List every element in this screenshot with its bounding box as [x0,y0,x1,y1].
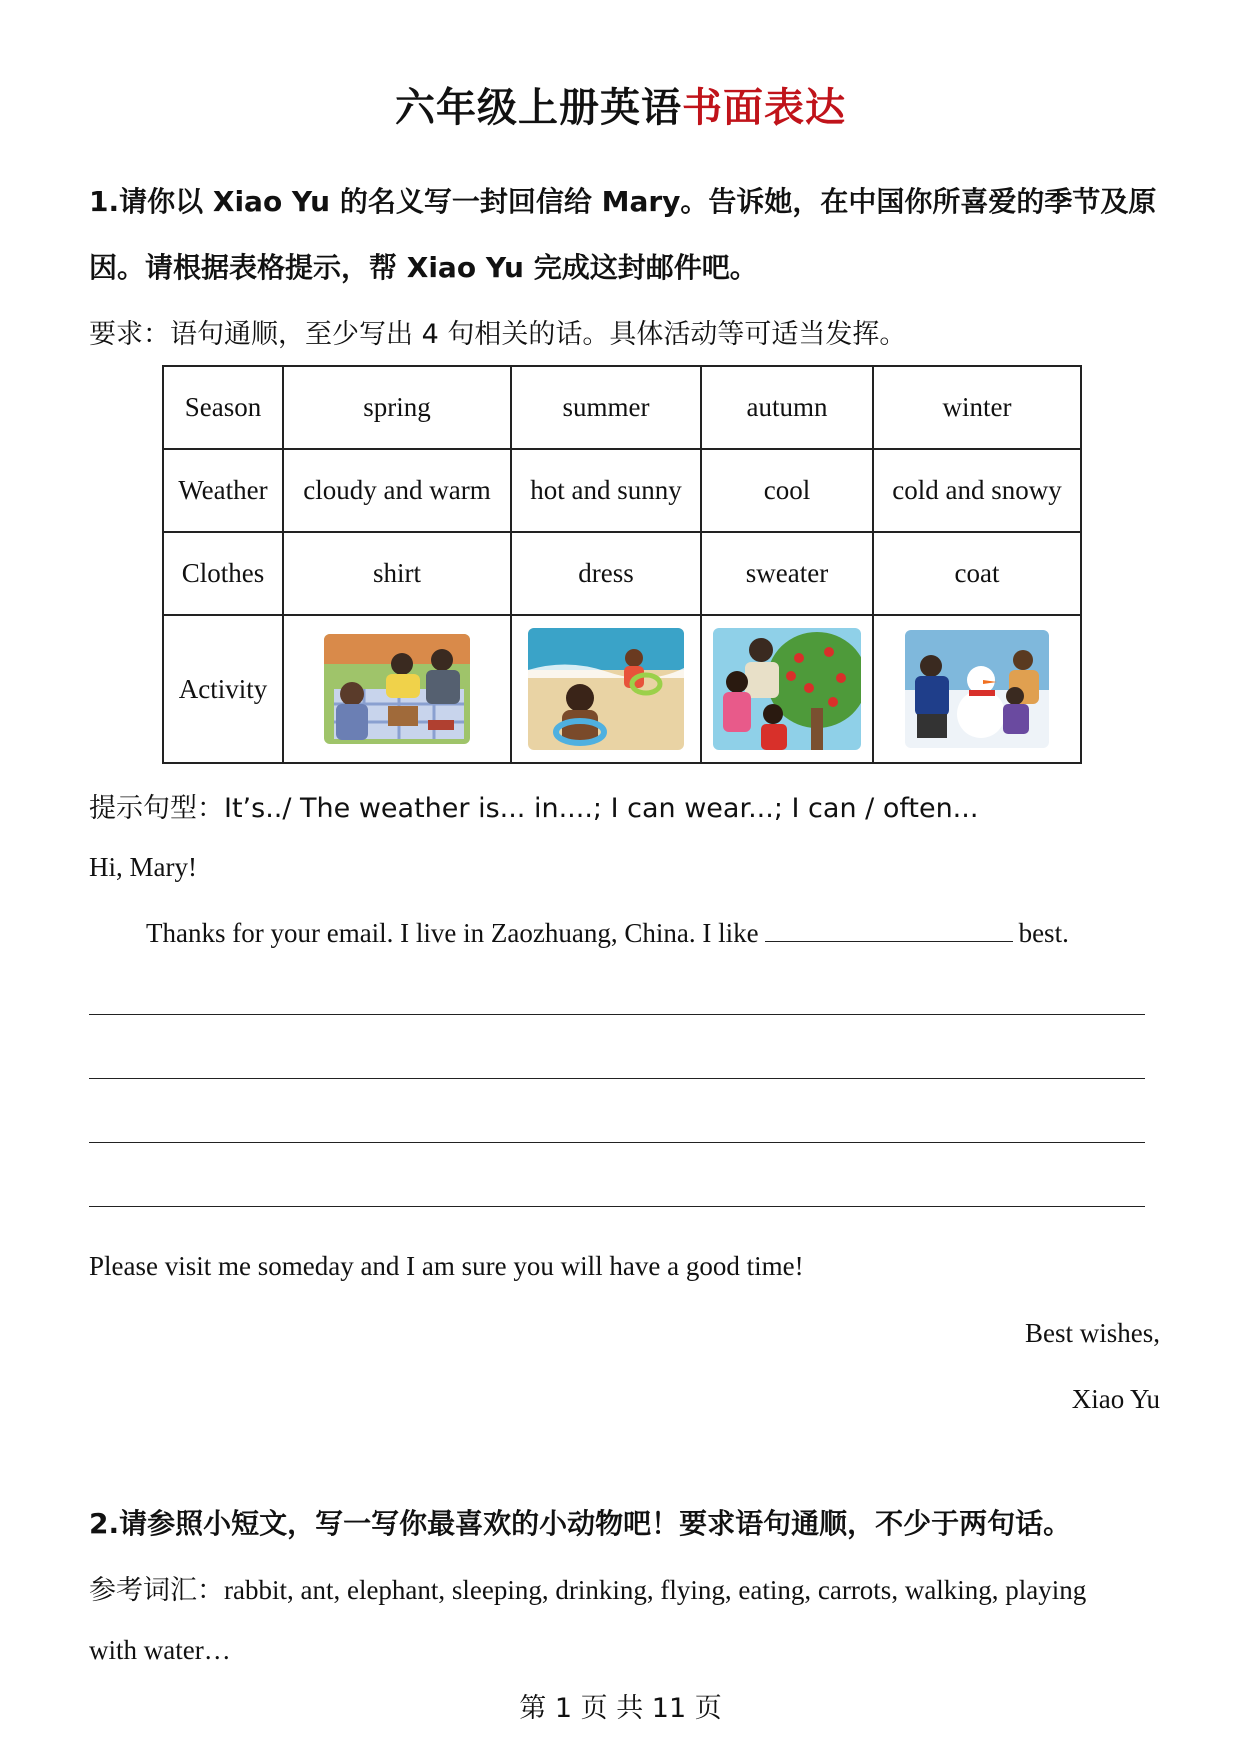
answer-line-4[interactable] [89,1206,1145,1207]
letter-first-line [146,918,1069,949]
table-cell [283,615,511,763]
table-row-weather [163,449,1081,532]
season-answer-blank[interactable] [765,919,1013,942]
page-footer: 第 1 页 共 11 页 [519,1693,722,1724]
question-1-line-2: 因。请根据表格提示，帮 Xiao Yu 完成这封邮件吧。 [89,251,758,284]
table-cell: Clothes [163,532,283,615]
question-1-requirement: 要求：语句通顺，至少写出 4 句相关的话。具体活动等可适当发挥。 [89,319,907,350]
table-cell: Activity [163,615,283,763]
table-cell: winter [873,366,1081,449]
table-cell: summer [511,366,701,449]
table-cell: dress [511,532,701,615]
vocab-label: 参考词汇： [89,1575,224,1606]
title-accent: 书面表达 [682,85,846,131]
question-2-line-1: 2.请参照小短文，写一写你最喜欢的小动物吧！要求语句通顺，不少于两句话。 [89,1507,1072,1540]
table-row-activity [163,615,1081,763]
question-2-vocab-line [89,1568,1086,1607]
page-title [0,76,1241,133]
letter-sign-off: Best wishes, [1025,1318,1160,1348]
snowman-building-picture [905,630,1049,748]
table-cell: autumn [701,366,873,449]
apple-picking-picture [713,628,861,750]
season-table [162,365,1082,764]
table-cell: cloudy and warm [283,449,511,532]
beach-playing-picture [528,628,684,750]
table-row-clothes [163,532,1081,615]
answer-line-1[interactable] [89,1014,1145,1015]
letter-first-end: best. [1018,918,1069,948]
question-2-vocab-continued: with water… [89,1635,231,1665]
table-cell: coat [873,532,1081,615]
answer-line-2[interactable] [89,1078,1145,1079]
family-picnic-picture [324,634,470,744]
hint-sentence-patterns: 提示句型：It’s../ The weather is... in....; I can wear...; I can / often... [89,793,979,824]
letter-greeting: Hi, Mary! [89,852,197,882]
table-cell [873,615,1081,763]
table-cell: Weather [163,449,283,532]
title-main: 六年级上册英语 [395,85,682,131]
letter-first-text: Thanks for your email. I live in Zaozhuang, China. I like [146,918,759,948]
table-cell [701,615,873,763]
letter-signature: Xiao Yu [1071,1384,1160,1414]
table-cell: cool [701,449,873,532]
vocab-list: rabbit, ant, elephant, sleeping, drinking, flying, eating, carrots, walking, playing [224,1575,1087,1605]
table-cell: spring [283,366,511,449]
letter-closing-line: Please visit me someday and I am sure you will have a good time! [89,1251,804,1281]
answer-line-3[interactable] [89,1142,1145,1143]
table-cell [511,615,701,763]
table-cell: cold and snowy [873,449,1081,532]
table-cell: shirt [283,532,511,615]
table-cell: Season [163,366,283,449]
table-cell: hot and sunny [511,449,701,532]
table-cell: sweater [701,532,873,615]
table-row-season [163,366,1081,449]
question-1-line-1: 1.请你以 Xiao Yu 的名义写一封回信给 Mary。告诉她，在中国你所喜爱的季节及原 [89,185,1157,218]
